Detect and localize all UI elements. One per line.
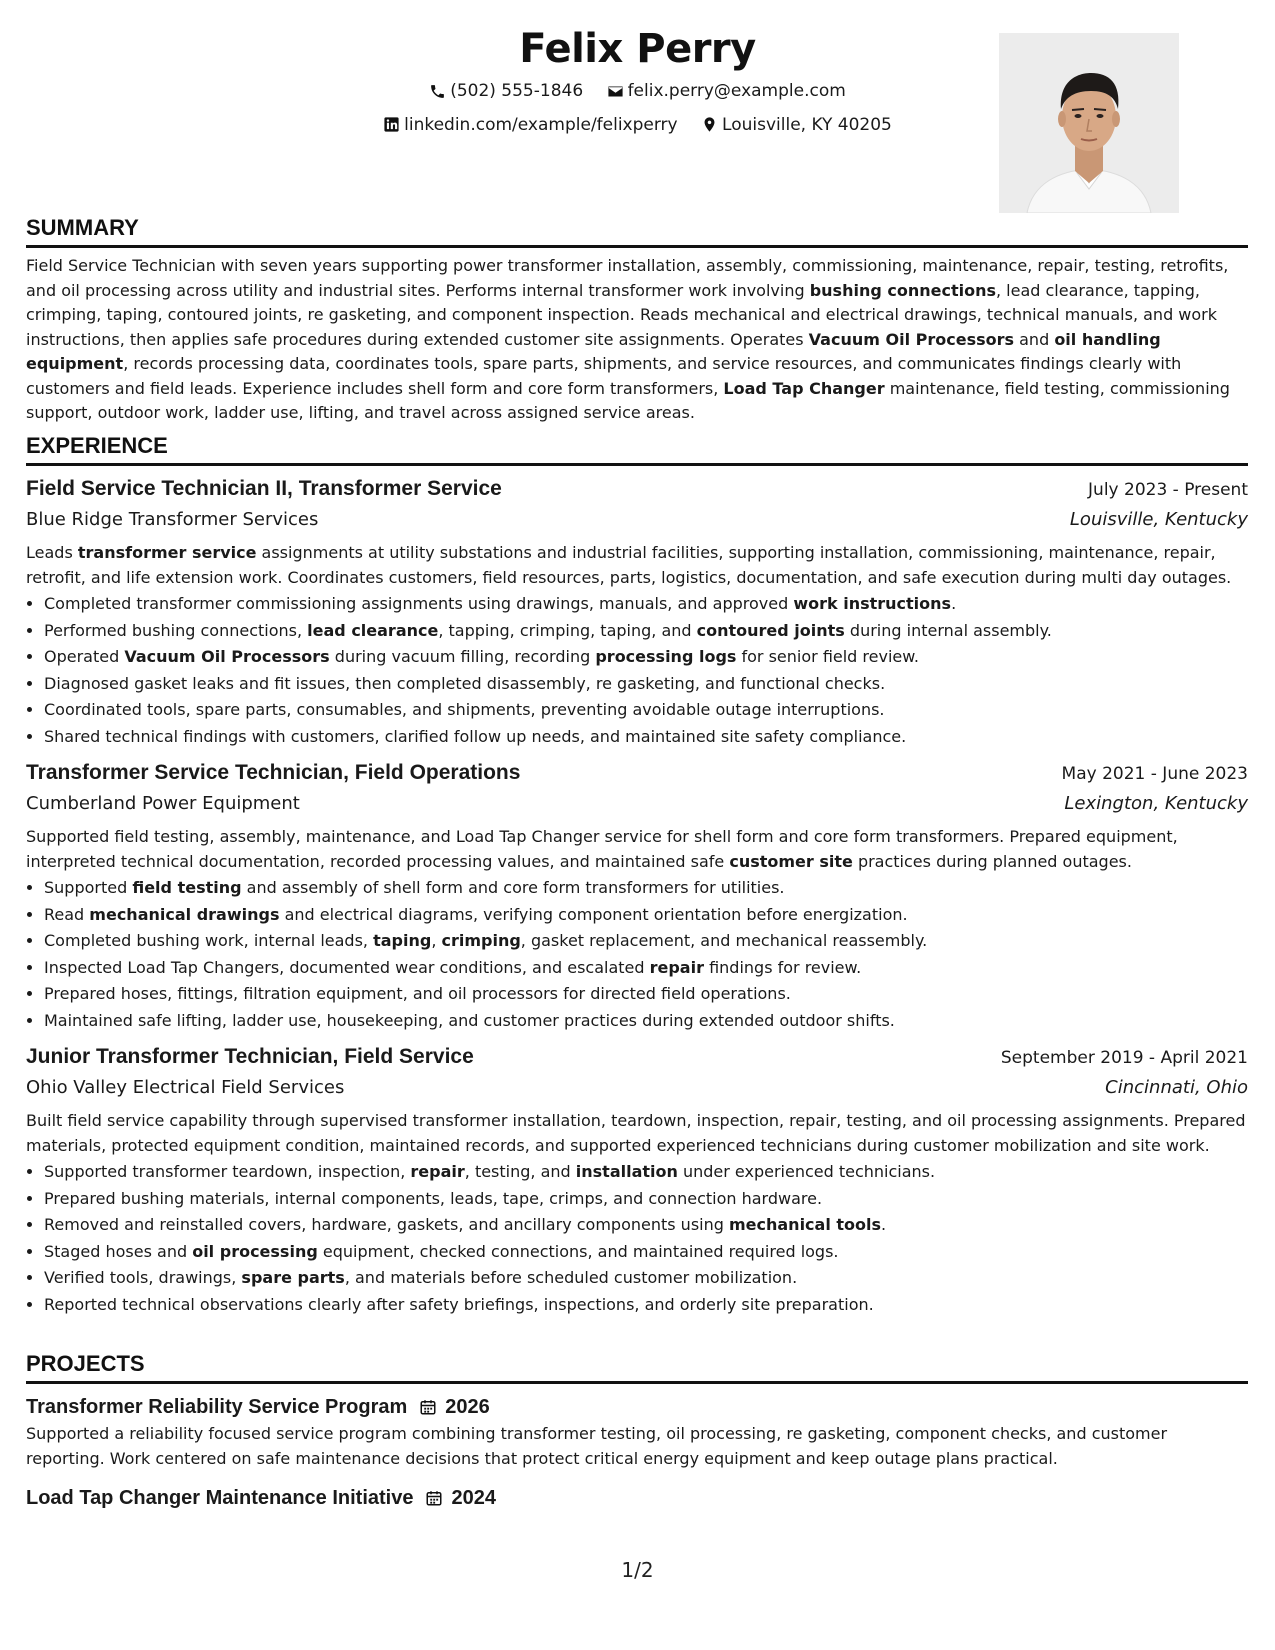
phone-number: (502) 555-1846 [450,81,584,101]
bullet-item: • Shared technical findings with customers, clarified follow up needs, and maintained site safety compliance. [44,724,1248,751]
bullet-item: • Performed bushing connections, lead clearance, tapping, crimping, taping, and contoured joints during internal assembly. [44,618,1248,645]
section-title-projects: PROJECTS [26,1350,1248,1384]
job-description: Built field service capability through supervised transformer installation, teardown, inspection, repair, testing, and oil processing assignments. Prepared materials, protected equipment condition, maintained records, and supported experienced technicians during customer mobilization and site work. [26,1111,1246,1155]
job-bullets [26,591,1248,750]
job-bullets [26,1159,1248,1318]
bullet-item: • Removed and reinstalled covers, hardware, gaskets, and ancillary components using mechanical tools. [44,1212,1248,1239]
job-dates: September 2019 - April 2021 [1000,1048,1248,1068]
bullet-item: • Prepared hoses, fittings, filtration equipment, and oil processors for directed field operations. [44,981,1248,1008]
job-dates: July 2023 - Present [1088,480,1248,500]
bullet-item: • Staged hoses and oil processing equipment, checked connections, and maintained required logs. [44,1239,1248,1266]
bullet-item: • Coordinated tools, spare parts, consumables, and shipments, preventing avoidable outage interruptions. [44,697,1248,724]
company-name: Cumberland Power Equipment [26,793,300,814]
phone-icon [429,83,446,100]
email-address: felix.perry@example.com [627,81,846,101]
location-contact [701,110,892,140]
bullet-item: • Prepared bushing materials, internal components, leads, tape, crimps, and connection hardware. [44,1186,1248,1213]
job-location: Louisville, Kentucky [1069,509,1248,530]
envelope-icon [607,83,624,100]
bullet-item: • Read mechanical drawings and electrical diagrams, verifying component orientation before energization. [44,902,1248,929]
project-entry [26,1483,1248,1513]
bullet-item: • Maintained safe lifting, ladder use, housekeeping, and customer practices during extended outdoor shifts. [44,1008,1248,1035]
job-location: Cincinnati, Ohio [1105,1077,1248,1098]
linkedin-icon [383,116,400,133]
projects-section [26,1350,1248,1513]
project-name: Transformer Reliability Service Program [26,1396,408,1418]
bullet-item: • Supported transformer teardown, inspection, repair, testing, and installation under experienced technicians. [44,1159,1248,1186]
company-name: Blue Ridge Transformer Services [26,509,319,530]
company-name: Ohio Valley Electrical Field Services [26,1077,345,1098]
phone-contact[interactable] [429,76,583,106]
bullet-item: • Operated Vacuum Oil Processors during vacuum filling, recording processing logs for senior field review. [44,644,1248,671]
project-description: Supported a reliability focused service program combining transformer testing, oil processing, re gasketing, component checks, and customer reporting. Work centered on safe maintenance decisions that protect critical energy equipment and keep outage plans practical. [26,1424,1168,1468]
job-title: Transformer Service Technician, Field Operations [26,761,521,784]
job-entry [26,758,1248,1034]
job-description: Supported field testing, assembly, maintenance, and Load Tap Changer service for shell form and core form transformers. Prepared equipment, interpreted technical documentation, recorded processing values, and maintained safe customer site practices during planned outages. [26,827,1178,871]
experience-section [26,432,1248,1318]
page-number: 1/2 [621,1558,654,1582]
section-title-experience: EXPERIENCE [26,432,1248,466]
project-year: 2026 [445,1396,490,1418]
project-year: 2024 [451,1487,496,1509]
bullet-item: • Reported technical observations clearly after safety briefings, inspections, and orderly site preparation. [44,1292,1248,1319]
map-pin-icon [701,116,718,133]
calendar-icon [419,1398,437,1416]
job-description: Leads transformer service assignments at utility substations and industrial facilities, supporting installation, commissioning, maintenance, repair, retrofit, and life extension work. Coordinates customers, field resources, parts, logistics, documentation, and safe execution during multi day outages. [26,543,1232,587]
job-dates: May 2021 - June 2023 [1061,764,1248,784]
bullet-item: • Inspected Load Tap Changers, documented wear conditions, and escalated repair findings for review. [44,955,1248,982]
email-contact[interactable] [607,76,846,106]
linkedin-contact[interactable] [383,110,678,140]
candidate-name: Felix Perry [519,26,756,72]
profile-photo [999,33,1179,213]
job-entry [26,1042,1248,1318]
bullet-item: • Diagnosed gasket leaks and fit issues, then completed disassembly, re gasketing, and functional checks. [44,671,1248,698]
portrait-image [999,33,1179,213]
location-text: Louisville, KY 40205 [722,114,892,135]
linkedin-url: linkedin.com/example/felixperry [404,114,678,135]
bullet-item: • Supported field testing and assembly of shell form and core form transformers for utilities. [44,875,1248,902]
project-entry [26,1392,1248,1471]
summary-section [26,214,1248,426]
bullet-item: • Completed bushing work, internal leads, taping, crimping, gasket replacement, and mechanical reassembly. [44,928,1248,955]
job-bullets [26,875,1248,1034]
project-name: Load Tap Changer Maintenance Initiative [26,1487,414,1509]
bullet-item: • Verified tools, drawings, spare parts, and materials before scheduled customer mobilization. [44,1265,1248,1292]
job-title: Junior Transformer Technician, Field Service [26,1045,474,1068]
summary-text: Field Service Technician with seven years supporting power transformer installation, assembly, commissioning, maintenance, repair, testing, retrofits, and oil processing across utility and industrial sites. Performs internal transformer work involving bushing connections, lead clearance, tapping, crimping, taping, contoured joints, re gasketing, and component inspection. Reads mechanical and electrical drawings, technical manuals, and work instructions, then applies safe procedures during extended customer site assignments. Operates Vacuum Oil Processors and oil handling equipment, records processing data, coordinates tools, spare parts, shipments, and service resources, and communicates findings clearly with customers and field leads. Experience includes shell form and core form transformers, Load Tap Changer maintenance, field testing, commissioning support, outdoor work, ladder use, lifting, and travel across assigned service areas. [26,256,1230,422]
bullet-item: • Completed transformer commissioning assignments using drawings, manuals, and approved work instructions. [44,591,1248,618]
calendar-icon [425,1489,443,1507]
job-entry [26,474,1248,750]
section-title-summary: SUMMARY [26,214,1248,248]
job-title: Field Service Technician II, Transformer Service [26,477,502,500]
job-location: Lexington, Kentucky [1064,793,1248,814]
